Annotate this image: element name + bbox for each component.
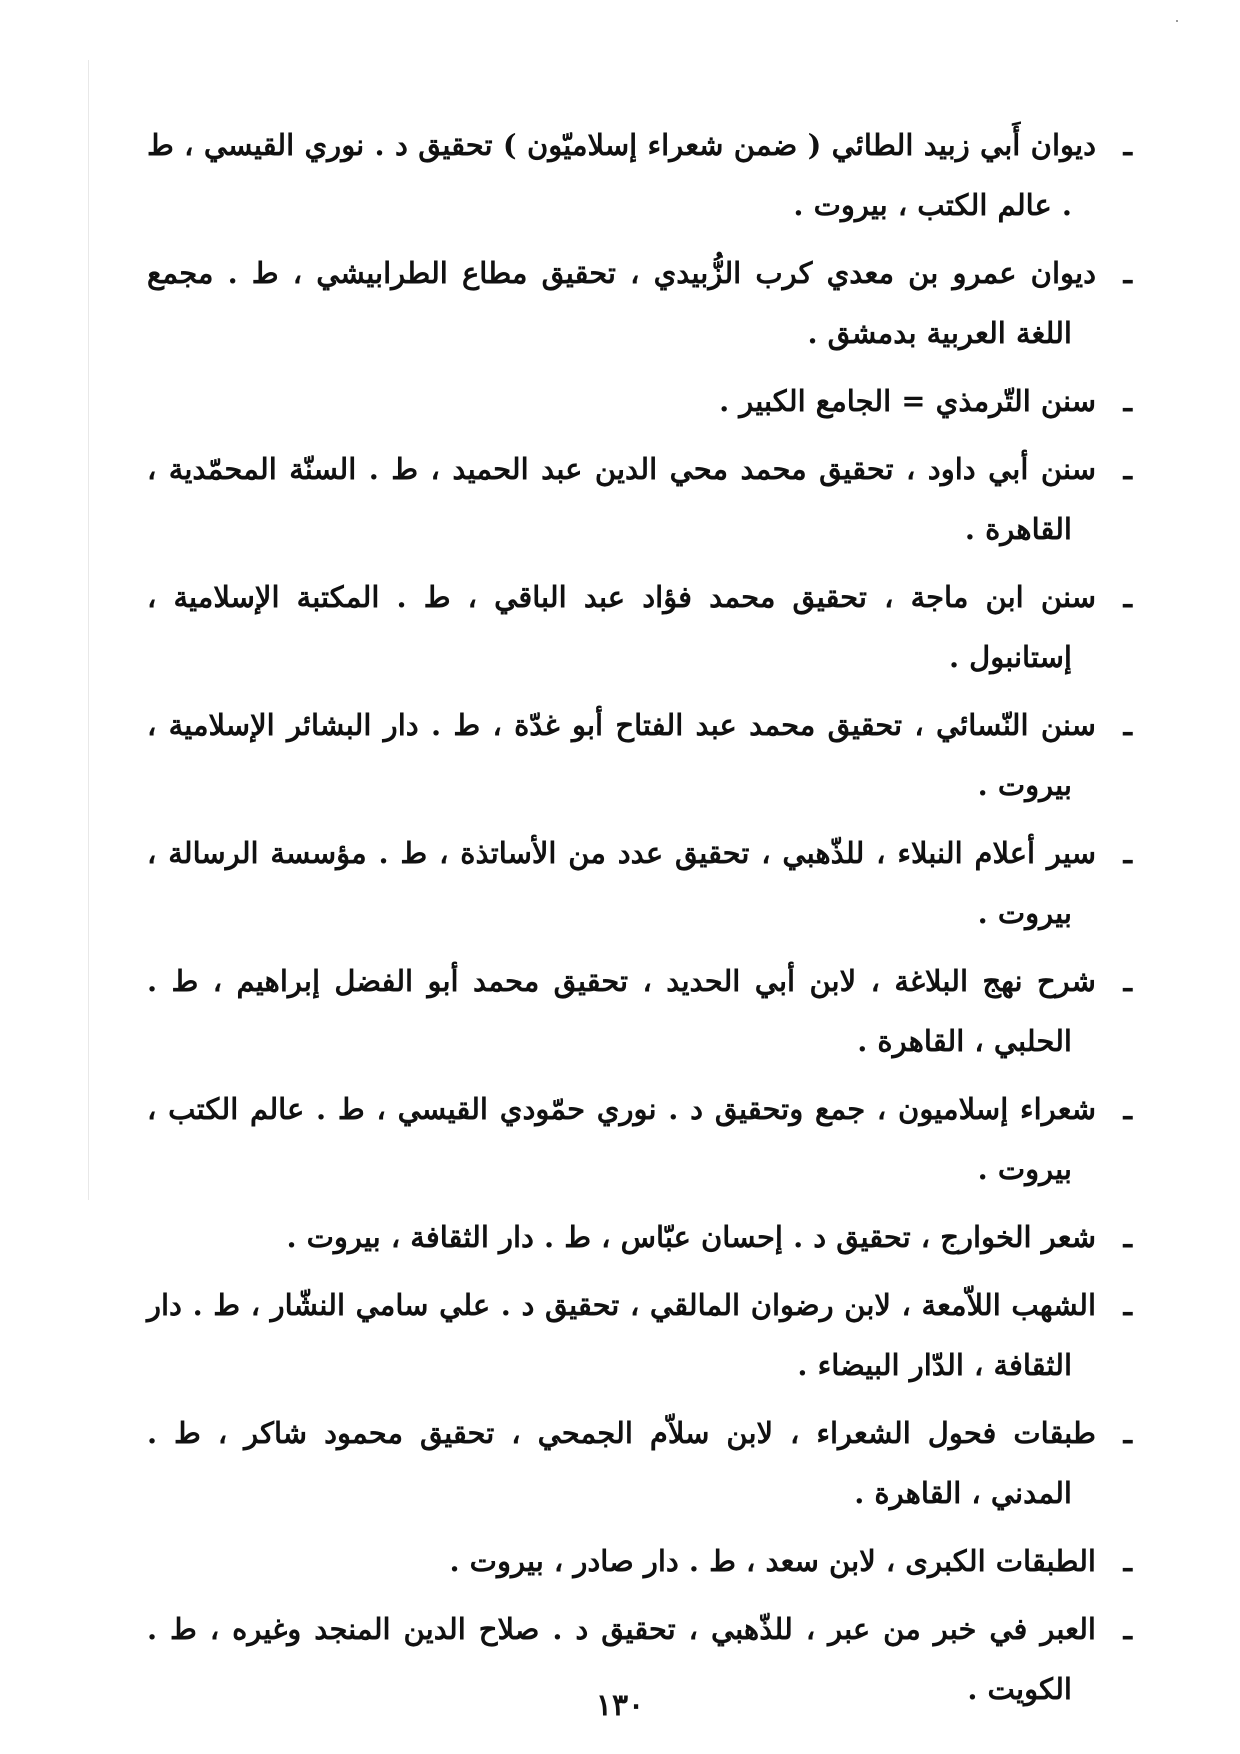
bibliography-entry: ـشرح نهج البلاغة ، لابن أبي الحديد ، تحقيق محمد أبو الفضل إبراهيم ، ط . الحلبي ، القاهرة . [147, 964, 1132, 1058]
entry-text: ديوان عمرو بن معدي كرب الزُّبيدي ، تحقيق مطاع الطرابيشي ، ط . مجمع اللغة العربية بدمشق . [147, 256, 1096, 350]
scan-edge-line [88, 60, 89, 1200]
entry-text: سنن ابن ماجة ، تحقيق محمد فؤاد عبد الباقي ، ط . المكتبة الإسلامية ، إستانبول . [147, 580, 1097, 674]
entry-text: شعراء إسلاميون ، جمع وتحقيق د . نوري حمّودي القيسي ، ط . عالم الكتب ، بيروت . [147, 1092, 1096, 1186]
bibliography-entry: ـطبقات فحول الشعراء ، لابن سلاّم الجمحي ، تحقيق محمود شاكر ، ط . المدني ، القاهرة . [147, 1416, 1132, 1510]
bibliography-entry: ـالشهب اللاّمعة ، لابن رضوان المالقي ، تحقيق د . علي سامي النشّار ، ط . دار الثقافة ، الدّار البيضاء . [147, 1288, 1132, 1382]
bibliography-entry: ـشعر الخوارج ، تحقيق د . إحسان عبّاس ، ط . دار الثقافة ، بيروت . [286, 1220, 1132, 1254]
bibliography-entry: ـالعبر في خبر من عبر ، للذّهبي ، تحقيق د . صلاح الدين المنجد وغيره ، ط . الكويت . [147, 1612, 1132, 1706]
entry-text: سنن أبي داود ، تحقيق محمد محي الدين عبد الحميد ، ط . السنّة المحمّدية ، القاهرة . [147, 452, 1096, 546]
entry-text: ديوان أَبي زبيد الطائي ( ضمن شعراء إسلاميّون ) تحقيق د . نوري القيسي ، ط . عالم الكتب ، بيروت . [147, 128, 1096, 222]
entry-text: طبقات فحول الشعراء ، لابن سلاّم الجمحي ، تحقيق محمود شاكر ، ط . المدني ، القاهرة . [147, 1416, 1096, 1510]
entry-text: سنن النّسائي ، تحقيق محمد عبد الفتاح أبو غدّة ، ط . دار البشائر الإسلامية ، بيروت . [147, 708, 1096, 802]
entry-text: شرح نهج البلاغة ، لابن أبي الحديد ، تحقيق محمد أبو الفضل إبراهيم ، ط . الحلبي ، القاهرة . [147, 964, 1096, 1058]
bibliography-entry: ـشعراء إسلاميون ، جمع وتحقيق د . نوري حمّودي القيسي ، ط . عالم الكتب ، بيروت . [147, 1092, 1132, 1186]
entry-text: الشهب اللاّمعة ، لابن رضوان المالقي ، تحقيق د . علي سامي النشّار ، ط . دار الثقافة ، الدّار البيضاء . [147, 1288, 1096, 1382]
entry-text: سير أعلام النبلاء ، للذّهبي ، تحقيق عدد من الأساتذة ، ط . مؤسسة الرسالة ، بيروت . [147, 836, 1096, 930]
entry-text: العبر في خبر من عبر ، للذّهبي ، تحقيق د . صلاح الدين المنجد وغيره ، ط . الكويت . [147, 1612, 1096, 1706]
bibliography-entry: ـالطبقات الكبرى ، لابن سعد ، ط . دار صادر ، بيروت . [449, 1544, 1132, 1578]
bibliography-entry: ـديوان أَبي زبيد الطائي ( ضمن شعراء إسلاميّون ) تحقيق د . نوري القيسي ، ط . عالم الكتب ، بيروت . [147, 128, 1132, 222]
bibliography-entry: ـسنن التّرمذي = الجامع الكبير . [719, 384, 1132, 418]
bibliography-entry: ـسنن أبي داود ، تحقيق محمد محي الدين عبد الحميد ، ط . السنّة المحمّدية ، القاهرة . [147, 452, 1132, 546]
bibliography-list [147, 115, 1133, 1727]
scan-speck [1176, 20, 1178, 22]
page-number: ١٣٠ [595, 1688, 645, 1723]
entry-text: سنن التّرمذي = الجامع الكبير . [719, 384, 1096, 418]
bibliography-entry: ـديوان عمرو بن معدي كرب الزُّبيدي ، تحقيق مطاع الطرابيشي ، ط . مجمع اللغة العربية بدمشق . [147, 256, 1132, 350]
entry-text: الطبقات الكبرى ، لابن سعد ، ط . دار صادر ، بيروت . [449, 1544, 1096, 1578]
entry-text: شعر الخوارج ، تحقيق د . إحسان عبّاس ، ط . دار الثقافة ، بيروت . [286, 1220, 1096, 1254]
bibliography-entry: ـسنن النّسائي ، تحقيق محمد عبد الفتاح أبو غدّة ، ط . دار البشائر الإسلامية ، بيروت . [147, 708, 1132, 802]
bibliography-entry: ـسنن ابن ماجة ، تحقيق محمد فؤاد عبد الباقي ، ط . المكتبة الإسلامية ، إستانبول . [147, 580, 1133, 674]
bibliography-entry: ـسير أعلام النبلاء ، للذّهبي ، تحقيق عدد من الأساتذة ، ط . مؤسسة الرسالة ، بيروت . [147, 836, 1132, 930]
